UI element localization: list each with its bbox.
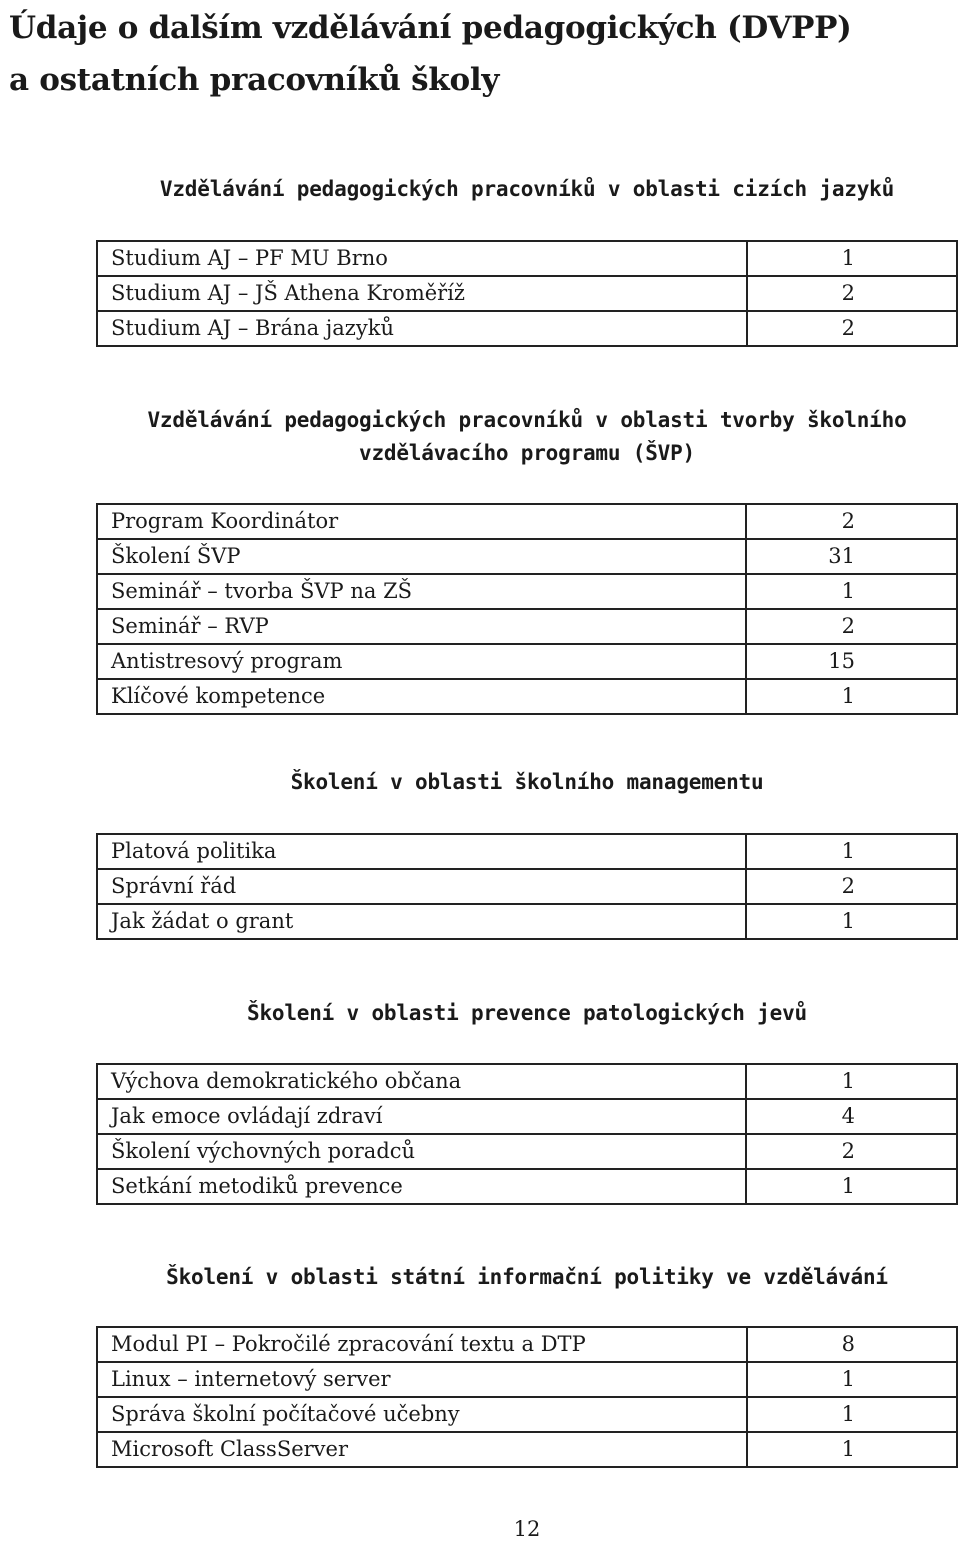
row-value: 2 [841, 509, 855, 533]
row-value: 2 [747, 276, 958, 311]
table-management [96, 833, 958, 940]
table-row [97, 1134, 957, 1169]
table-row [97, 1432, 957, 1467]
row-value: 1 [841, 246, 855, 270]
table-row [97, 1169, 957, 1204]
section-management [96, 766, 958, 799]
row-value: 1 [747, 1397, 957, 1432]
table-svp [96, 503, 958, 715]
row-label: Výchova demokratického občana [97, 1064, 746, 1099]
row-label: Studium AJ – JŠ Athena Kroměříž [97, 276, 747, 311]
row-value: 2 [746, 1134, 957, 1169]
row-value: 1 [841, 1069, 855, 1093]
row-label: Platová politika [97, 834, 746, 869]
table-row [97, 1099, 957, 1134]
row-label: Setkání metodiků prevence [97, 1169, 746, 1204]
row-label: Jak žádat o grant [97, 904, 746, 939]
section-state-info-policy [96, 1261, 958, 1294]
row-value: 1 [746, 1169, 957, 1204]
row-label: Klíčové kompetence [97, 679, 746, 714]
row-label: Správní řád [97, 869, 746, 904]
table-row [97, 1397, 957, 1432]
row-label: Školení výchovných poradců [97, 1134, 746, 1169]
page-title-line-2: a ostatních pracovníků školy [9, 62, 500, 98]
table-state-info-policy [96, 1326, 958, 1468]
section-heading: Vzdělávání pedagogických pracovníků v oblasti cizích jazyků [159, 177, 895, 201]
table-row [97, 869, 957, 904]
section-heading: Školení v oblasti prevence patologických jevů [247, 1001, 807, 1025]
row-label: Studium AJ – PF MU Brno [97, 241, 747, 276]
row-value: 1 [841, 839, 855, 863]
row-value: 2 [746, 609, 957, 644]
section-foreign-languages [96, 173, 958, 206]
row-value: 15 [746, 644, 957, 679]
row-value: 4 [746, 1099, 957, 1134]
row-value: 1 [746, 574, 957, 609]
table-row [97, 504, 957, 539]
table-foreign-languages [96, 240, 958, 347]
row-value: 1 [747, 1362, 957, 1397]
row-value: 1 [747, 1432, 957, 1467]
section-heading-line-1: Vzdělávání pedagogických pracovníků v oblasti tvorby školního [147, 408, 907, 432]
row-label: Linux – internetový server [97, 1362, 747, 1397]
table-row [97, 574, 957, 609]
table-row [97, 1327, 957, 1362]
row-label: Jak emoce ovládají zdraví [97, 1099, 746, 1134]
table-row [97, 1362, 957, 1397]
row-label: Program Koordinátor [97, 504, 746, 539]
table-row [97, 644, 957, 679]
section-heading [96, 404, 958, 470]
row-label: Antistresový program [97, 644, 746, 679]
table-row [97, 834, 957, 869]
section-heading: Školení v oblasti státní informační politiky ve vzdělávání [166, 1265, 888, 1289]
row-value: 2 [746, 869, 957, 904]
row-label: Modul PI – Pokročilé zpracování textu a DTP [97, 1327, 747, 1362]
section-heading: Školení v oblasti školního managementu [290, 770, 764, 794]
row-value: 2 [747, 311, 958, 346]
table-row [97, 679, 957, 714]
row-label: Studium AJ – Brána jazyků [97, 311, 747, 346]
row-label: Školení ŠVP [97, 539, 746, 574]
row-label: Správa školní počítačové učebny [97, 1397, 747, 1432]
section-svp [96, 404, 958, 470]
table-row [97, 311, 957, 346]
page-number: 12 [513, 1517, 541, 1541]
row-label: Seminář – tvorba ŠVP na ZŠ [97, 574, 746, 609]
table-row [97, 609, 957, 644]
table-row [97, 539, 957, 574]
table-row [97, 276, 957, 311]
row-label: Seminář – RVP [97, 609, 746, 644]
section-prevention [96, 997, 958, 1030]
row-value: 1 [746, 679, 957, 714]
row-value: 8 [841, 1332, 855, 1356]
page-title [9, 2, 959, 106]
page-title-line-1: Údaje o dalším vzdělávání pedagogických (DVPP) [9, 10, 852, 46]
table-row [97, 241, 957, 276]
table-row [97, 1064, 957, 1099]
section-heading-line-2: vzdělávacího programu (ŠVP) [359, 441, 695, 465]
table-prevention [96, 1063, 958, 1205]
row-label: Microsoft ClassServer [97, 1432, 747, 1467]
table-row [97, 904, 957, 939]
row-value: 1 [746, 904, 957, 939]
row-value: 31 [746, 539, 957, 574]
